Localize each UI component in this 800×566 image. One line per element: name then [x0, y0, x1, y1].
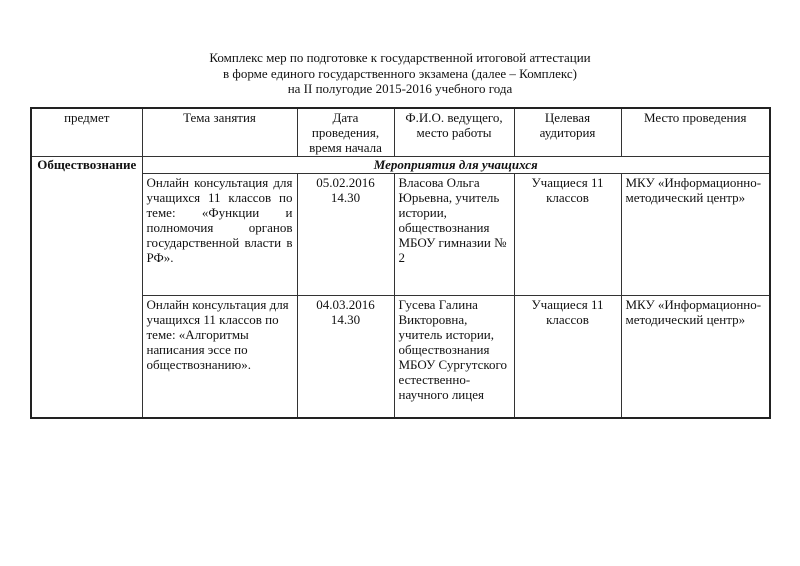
- table-row: [31, 174, 770, 296]
- header-place: Место проведения: [621, 108, 770, 157]
- title-line-2: в форме единого государственного экзамена (далее – Комплекс): [223, 65, 577, 81]
- audience-cell: Учащиеся 11 классов: [514, 174, 621, 296]
- place-cell: МКУ «Информационно-методический центр»: [621, 296, 770, 418]
- title-line-3: на II полугодие 2015-2016 учебного года: [287, 81, 513, 96]
- table-header-row: [31, 108, 770, 157]
- events-table: [30, 107, 771, 419]
- place-cell: МКУ «Информационно-методический центр»: [621, 174, 770, 296]
- time: 14.30: [330, 312, 361, 327]
- topic-cell: Онлайн консультация для учащихся 11 классов по теме: «Алгоритмы написания эссе по обществознанию».: [142, 296, 297, 418]
- date: 05.02.2016: [316, 175, 375, 190]
- header-audience: Целевая аудитория: [514, 108, 621, 157]
- header-date: Дата проведения, время начала: [297, 108, 394, 157]
- time: 14.30: [330, 190, 361, 205]
- title-line-1: Комплекс мер по подготовке к государственной итоговой аттестации: [209, 50, 591, 65]
- table-row: [31, 296, 770, 418]
- audience-cell: Учащиеся 11 классов: [514, 296, 621, 418]
- date-cell: [297, 296, 394, 418]
- header-topic: Тема занятия: [142, 108, 297, 157]
- host-cell: Власова Ольга Юрьевна, учитель истории, обществознания МБОУ гимназии № 2: [394, 174, 514, 296]
- section-title: Мероприятия для учащихся: [142, 157, 770, 174]
- document-title: [0, 50, 800, 97]
- topic-cell: Онлайн консультация для учащихся 11 классов по теме: «Функции и полномочия органов государственной власти в РФ».: [142, 174, 297, 296]
- date-cell: [297, 174, 394, 296]
- host-cell: Гусева Галина Викторовна, учитель истории, обществознания МБОУ Сургутского естественно-научного лицея: [394, 296, 514, 418]
- header-host: Ф.И.О. ведущего, место работы: [394, 108, 514, 157]
- subject-cell: Обществознание: [31, 157, 142, 418]
- section-row: [31, 157, 770, 174]
- date: 04.03.2016: [316, 297, 375, 312]
- header-subject: предмет: [31, 108, 142, 157]
